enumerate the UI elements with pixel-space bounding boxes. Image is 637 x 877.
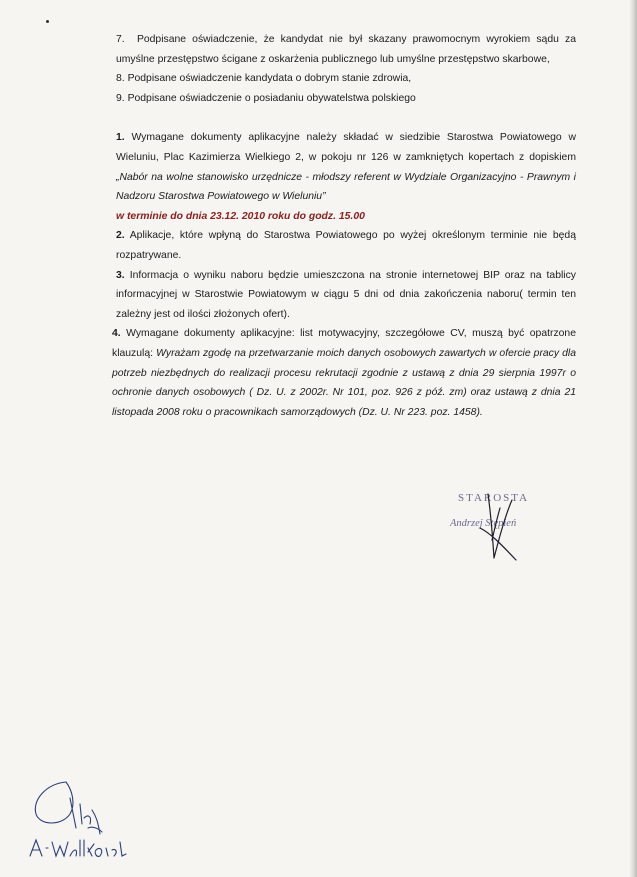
stamp-title: STAROSTA xyxy=(458,492,530,504)
list-item-8: 8. Podpisane oświadczenie kandydata o dobrym stanie zdrowia, xyxy=(116,73,412,85)
initials-signature xyxy=(26,778,136,873)
point-4: 4. Wymagane dokumenty aplikacyjne: list motywacyjny, szczegółowe CV, muszą być opatrzone klauzulą: Wyrażam zgodę na przetwarzanie moich danych osobowych zawartych w ofercie pracy dla potrzeb niezbędnych do realizacji procesu rekrutacji zgodnie z ustawą z dnia 29 sierpnia 1997r o ochronie danych osobowych ( Dz. U. z 2002r. Nr 101, poz. 926 z póź. zm) oraz ustawą z dnia 21 listopada 2008 roku o pracownikach samorządowych (Dz. U. Nr 223. poz. 1458). xyxy=(112,328,576,418)
list-item-7: 7. Podpisane oświadczenie, że kandydat nie był skazany prawomocnym wyrokiem sądu za umyślne przestępstwo ścigane z oskarżenia publicznego lub umyślne przestępstwo skarbowe, xyxy=(116,34,576,65)
point-1: 1. Wymagane dokumenty aplikacyjne należy składać w siedzibie Starostwa Powiatowego w Wieluniu, Plac Kazimierza Wielkiego 2, w pokoju nr 126 w zamkniętych kopertach z dopiskiem „Nabór na wolne stanowisko urzędnicze - młodszy referent w Wydziale Organizacyjno - Prawnym i Nadzoru Starostwa Powiatowego w Wieluniu” xyxy=(116,132,576,203)
document-body xyxy=(112,30,577,422)
starosta-signature xyxy=(470,488,530,568)
point-3: 3. Informacja o wyniku naboru będzie umieszczona na stronie internetowej BIP oraz na tablicy informacyjnej w Starostwie Powiatowym w ciągu 5 dni od dnia zakończenia naboru( termin ten zależny jest od ilości złożonych ofert). xyxy=(116,269,577,320)
stamp-name: Andrzej Stępień xyxy=(450,518,517,529)
deadline-text: w terminie do dnia 23.12. 2010 roku do godz. 15.00 xyxy=(116,210,365,222)
list-item-9: 9. Podpisane oświadczenie o posiadaniu obywatelstwa polskiego xyxy=(116,92,416,104)
scan-edge xyxy=(629,0,637,877)
scan-speck xyxy=(46,20,49,23)
point-2: 2. Aplikacje, które wpłyną do Starostwa Powiatowego po wyżej określonym terminie nie będą rozpatrywane. xyxy=(116,230,576,261)
